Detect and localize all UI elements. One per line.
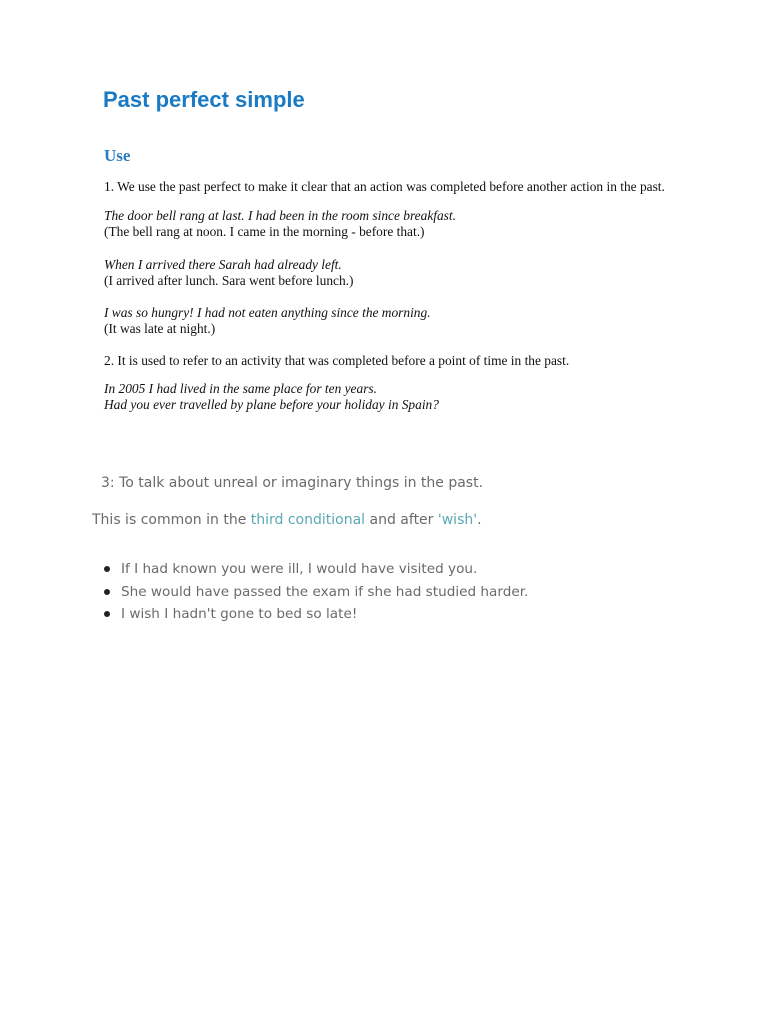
common-suffix: . [477,512,482,528]
bullet-icon [104,611,110,617]
example-sentence: When I arrived there Sarah had already left. [104,257,342,272]
example-explanation: (I arrived after lunch. Sara went before lunch.) [104,273,354,288]
bullet-icon [104,589,110,595]
list-item [103,603,528,626]
example-explanation: (The bell rang at noon. I came in the morning - before that.) [104,224,425,239]
rule-2-text: 2. It is used to refer to an activity that was completed before a point of time in the past. [104,353,570,368]
page-title: Past perfect simple [103,87,305,112]
example-sentence: In 2005 I had lived in the same place for ten years. [104,381,377,396]
rule-1-example-1 [104,208,456,240]
common-middle: and after [365,512,438,528]
section-heading-use: Use [104,146,131,165]
example-sentence: I was so hungry! I had not eaten anything since the morning. [104,305,431,320]
rule-3-example-list [103,558,528,626]
list-item [103,581,528,604]
example-sentence: Had you ever travelled by plane before your holiday in Spain? [104,397,439,412]
list-item-text: She would have passed the exam if she had studied harder. [121,583,529,600]
third-conditional-link[interactable]: third conditional [250,512,366,528]
rule-3-text: 3: To talk about unreal or imaginary things in the past. [101,475,484,491]
list-item-text: If I had known you were ill, I would have visited you. [121,561,478,577]
list-item [103,558,528,581]
example-explanation: (It was late at night.) [104,321,216,336]
rule-1-example-3 [104,305,431,337]
bullet-icon [104,566,110,572]
list-item-text: I wish I hadn't gone to bed so late! [121,606,358,622]
rule-1-example-2 [104,257,353,289]
rule-1-text: 1. We use the past perfect to make it clear that an action was completed before another action in the past. [104,179,665,194]
common-prefix: This is common in the [92,512,251,528]
rule-2-examples [104,381,439,413]
common-usage-line [92,512,482,528]
wish-link[interactable]: 'wish' [437,512,478,528]
rule-2 [104,353,569,369]
example-sentence: The door bell rang at last. I had been in the room since breakfast. [104,208,456,223]
rule-1 [104,179,665,195]
